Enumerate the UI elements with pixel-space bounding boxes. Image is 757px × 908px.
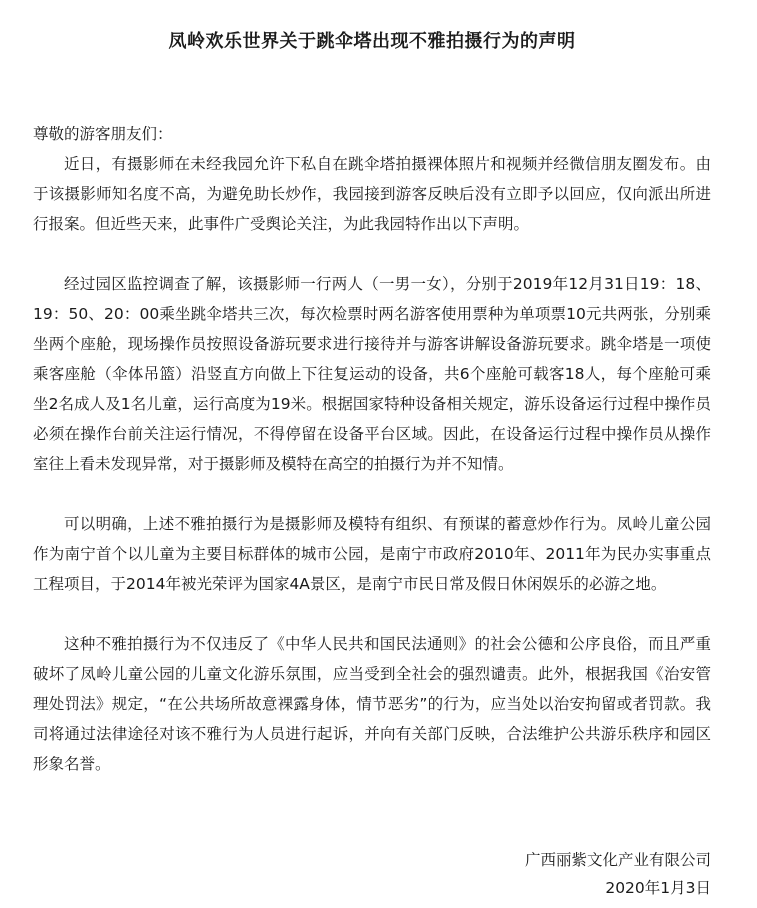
salutation: 尊敬的游客朋友们： (33, 125, 173, 143)
document-title: 凤岭欢乐世界关于跳伞塔出现不雅拍摄行为的声明 (168, 31, 576, 52)
signature-organization: 广西丽紫文化产业有限公司 (524, 851, 711, 869)
paragraph-2: 经过园区监控调查了解，该摄影师一行两人（一男一女），分别于2019年12月31日19：18、19：50、20：00乘坐跳伞塔共三次，每次检票时两名游客使用票种为单项票10元共两张，分别乘坐两个座舱，现场操作员按照设备游玩要求进行接待并与游客讲解设备游玩要求。跳伞塔是一项使乘客座舱（伞体吊篮）沿竖直方向做上下往复运动的设备，共6个座舱可载客18人，每个座舱可乘坐2名成人及1名儿童，运行高度为19米。根据国家特种设备相关规定，游乐设备运行过程中操作员必须在操作台前关注运行情况，不得停留在设备平台区域。因此，在设备运行过程中操作员从操作室往上看未发现异常，对于摄影师及模特在高空的拍摄行为并不知情。 (33, 275, 711, 473)
paragraph-3: 可以明确，上述不雅拍摄行为是摄影师及模特有组织、有预谋的蓄意炒作行为。凤岭儿童公园作为南宁首个以儿童为主要目标群体的城市公园，是南宁市政府2010年、2011年为民办实事重点工程项目，于2014年被光荣评为国家4A景区，是南宁市民日常及假日休闲娱乐的必游之地。 (33, 515, 711, 593)
signature-date: 2020年1月3日 (605, 879, 711, 897)
paragraph-4: 这种不雅拍摄行为不仅违反了《中华人民共和国民法通则》的社会公德和公序良俗，而且严重破坏了凤岭儿童公园的儿童文化游乐氛围，应当受到全社会的强烈谴责。此外，根据我国《治安管理处罚法》规定，“在公共场所故意裸露身体，情节恶劣”的行为，应当处以治安拘留或者罚款。我司将通过法律途径对该不雅行为人员进行起诉，并向有关部门反映，合法维护公共游乐秩序和园区形象名誉。 (33, 635, 711, 773)
paragraph-1: 近日，有摄影师在未经我园允许下私自在跳伞塔拍摄裸体照片和视频并经微信朋友圈发布。由于该摄影师知名度不高，为避免助长炒作，我园接到游客反映后没有立即予以回应，仅向派出所进行报案。但近些天来，此事件广受舆论关注，为此我园特作出以下声明。 (33, 155, 711, 233)
